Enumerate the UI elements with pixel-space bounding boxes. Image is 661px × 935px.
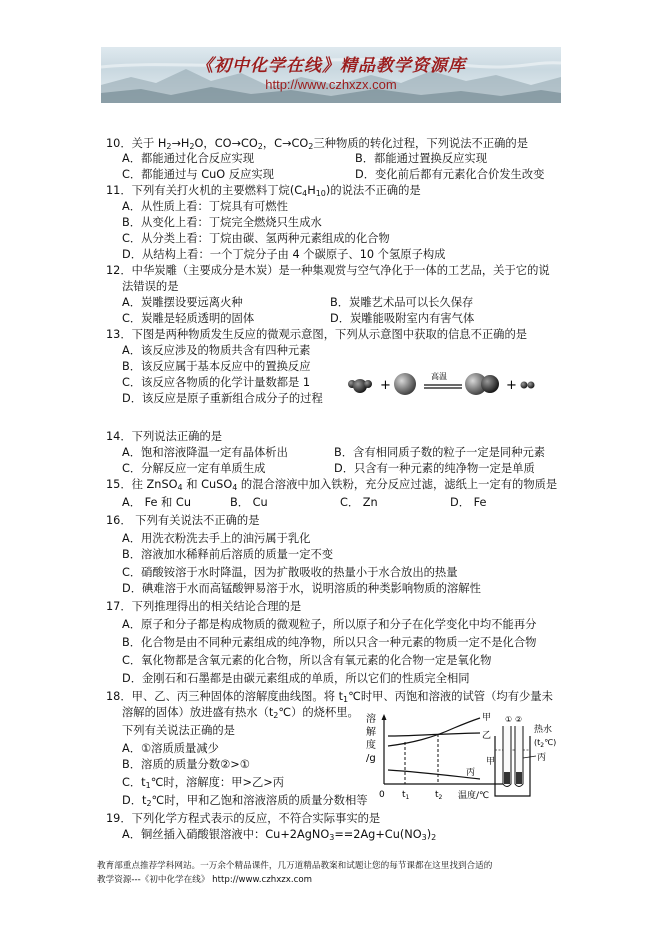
q10-option-a: A．都能通过化合反应实现 — [122, 152, 254, 165]
q18-option-a: A．①溶质质量减少 — [122, 742, 219, 755]
q11-stem: 11．下列有关打火机的主要燃料丁烷$(C_4H_{10})$的说法不正确的是 — [106, 184, 421, 198]
beaker — [495, 736, 530, 796]
hot-water-temp-label: $(t_2℃)$ — [534, 738, 557, 749]
q13-option-b: B．该反应属于基本反应中的置换反应 — [122, 360, 311, 373]
q11-option-c: C．从分类上看：丁烷由碳、氢两种元素组成的化合物 — [122, 232, 390, 245]
q17-option-b: B．化合物是由不同种元素组成的纯净物，所以只含一种元素的物质一定不是化合物 — [122, 636, 537, 649]
q12-stem-line2: 法错误的是 — [122, 280, 179, 293]
footer-url-link[interactable]: http://www.czhxzx.com — [212, 875, 312, 885]
reaction-diagram — [340, 362, 540, 402]
q12-option-b: B．炭雕艺术品可以长久保存 — [330, 296, 474, 309]
graph-y-arrow — [382, 714, 387, 720]
q15-option-b: B． Cu — [230, 496, 268, 509]
plus-sign-2: + — [506, 378, 517, 393]
q18-option-c: C．$t_1℃$时，溶解度：甲>乙>丙 — [122, 776, 285, 790]
q16-option-d: D．碘难溶于水而高锰酸钾易溶于水，说明溶质的种类影响物质的溶解性 — [122, 582, 481, 595]
graph-xlabel: 温度/℃ — [458, 791, 490, 801]
q17-option-d: D．金刚石和石墨都是由碳元素组成的单质，所以它们的性质完全相同 — [122, 672, 470, 685]
q14-stem: 14．下列说法正确的是 — [106, 430, 223, 443]
q15-option-c: C． Zn — [340, 496, 378, 509]
q14-option-d: D．只含有一种元素的纯净物一定是单质 — [334, 462, 535, 475]
q18-stem-line3: 下列有关说法正确的是 — [122, 724, 235, 737]
page-footer — [97, 859, 577, 887]
q16-option-c: C．硝酸铵溶于水时降温，因为扩散吸收的热量小于水合放出的热量 — [122, 566, 458, 579]
q16-option-a: A．用洗衣粉洗去手上的油污属于乳化 — [122, 532, 311, 545]
q17-option-c: C．氧化物都是含氧元素的化合物，所以含有氧元素的化合物一定是氧化物 — [122, 654, 492, 667]
q18-stem-line2: 溶解的固体）放进盛有热水$(t_2℃)$的烧杯里。 — [122, 706, 359, 720]
banner-title: 《初中化学在线》精品教学资源库 — [196, 56, 466, 76]
q11-option-d: D．从结构上看：一个丁烷分子由 4 个碳原子、10 个氢原子构成 — [122, 248, 446, 261]
q13-option-c: C．该反应各物质的化学计量数都是 1 — [122, 376, 311, 389]
solid-in-tube-2 — [516, 772, 522, 784]
q17-stem: 17．下列推理得出的相关结论合理的是 — [106, 600, 302, 613]
q14-option-c: C．分解反应一定有单质生成 — [122, 462, 266, 475]
hot-water-label: 热水 — [534, 725, 553, 735]
q15-option-a: A． Fe 和 Cu — [122, 496, 191, 509]
q14-option-a: A．饱和溶液降温一定有晶体析出 — [122, 446, 288, 459]
graph-origin: 0 — [379, 790, 385, 800]
footer-line-2: 教学资源---《初中化学在线》 http://www.czhxzx.com — [97, 875, 312, 885]
q15-stem: 15．往 ZnSO$_4$ 和 CuSO$_4$ 的混合溶液中加入铁粉，充分反应过滤，滤纸上一定有的物质是 — [106, 478, 558, 492]
q18-stem-line1: 18．甲、乙、丙三种固体的溶解度曲线图。将 $t_1℃$时甲、丙饱和溶液的试管（均有少量未 — [106, 690, 553, 704]
plus-sign: + — [380, 378, 391, 393]
q10-stem: 10．关于 $H_2\to H_2O$，$CO\to CO_2$，$C\to CO_2$三种物质的转化过程，下列说法不正确的是 — [106, 137, 529, 151]
q18-option-d: D．$t_2℃$时，甲和乙饱和溶液溶质的质量分数相等 — [122, 794, 368, 808]
solid-in-tube-1 — [504, 772, 510, 784]
tube-label-jia: 甲 — [486, 757, 496, 767]
q16-option-b: B．溶液加水稀释前后溶质的质量一定不变 — [122, 548, 334, 561]
q13-option-d: D．该反应是原子重新组合成分子的过程 — [122, 392, 323, 405]
q12-option-a: A．炭雕摆设要远离火种 — [122, 296, 243, 309]
tube-label-2: ② — [515, 715, 523, 724]
q12-option-d: D．炭雕能吸附室内有害气体 — [330, 312, 475, 325]
q11-option-b: B．从变化上看：丁烷完全燃烧只生成水 — [122, 216, 322, 229]
beaker-test-tube-diagram — [486, 712, 566, 802]
reaction-condition: 高温 — [431, 372, 447, 381]
graph-ylabel-1: 溶 — [366, 714, 376, 725]
q12-stem-line1: 12．中华炭雕（主要成分是木炭）是一种集观赏与空气净化于一体的工艺品，关于它的说 — [106, 264, 550, 277]
graph-ylabel-4: /g — [366, 753, 376, 764]
q10-option-d: D．变化前后都有元素化合价发生改变 — [355, 168, 545, 181]
q13-stem: 13．下图是两种物质发生反应的微观示意图，下列从示意图中获取的信息不正确的是 — [106, 328, 528, 341]
q12-option-c: C．炭雕是轻质透明的固体 — [122, 312, 255, 325]
tube-label-bing: 丙 — [537, 753, 547, 763]
hydrogen-molecule — [521, 382, 535, 389]
q17-option-a: A．原子和分子都是构成物质的微观粒子，所以原子和分子在化学变化中均不能再分 — [122, 618, 537, 631]
tube-label-1: ① — [505, 715, 513, 724]
q10-option-b: B．都能通过置换反应实现 — [355, 152, 488, 165]
water-molecule — [348, 379, 372, 393]
q14-option-b: B．含有相同质子数的粒子一定是同种元素 — [334, 446, 546, 459]
carbon-atom — [394, 373, 416, 395]
q18-option-b: B．溶质的质量分数②>① — [122, 758, 250, 771]
q16-stem: 16． 下列有关说法不正确的是 — [106, 514, 260, 527]
curve-yi-label: 乙 — [482, 731, 492, 741]
header-banner — [101, 47, 561, 103]
graph-ylabel-2: 解 — [366, 727, 376, 738]
q15-option-d: D． Fe — [450, 496, 487, 509]
curve-jia-label: 甲 — [482, 713, 492, 723]
footer-line-1: 教育部重点推荐学科网站。一万余个精品课件，几万道精品教案和试题让您的每节课都在这里找到合适的 — [97, 861, 493, 871]
q19-stem: 19．下列化学方程式表示的反应，不符合实际事实的是 — [106, 812, 381, 825]
q19-option-a: A．铜丝插入硝酸银溶液中：$Cu+2AgNO_3==2Ag+Cu(NO_3)_2$ — [122, 828, 437, 842]
curve-jia — [388, 718, 480, 746]
q11-option-a: A．从性质上看：丁烷具有可燃性 — [122, 200, 288, 213]
tick-t2: $t_2$ — [435, 790, 443, 801]
curve-bing-label: 丙 — [466, 768, 476, 778]
graph-ylabel-3: 度 — [366, 740, 376, 751]
q13-option-a: A．该反应涉及的物质共含有四种元素 — [122, 344, 311, 357]
carbon-monoxide-molecule — [465, 373, 499, 395]
tick-t1: $t_1$ — [402, 790, 410, 801]
q10-option-c: C．都能通过与 CuO 反应实现 — [122, 168, 274, 181]
banner-url-link[interactable]: http://www.czhxzx.com — [265, 77, 397, 92]
